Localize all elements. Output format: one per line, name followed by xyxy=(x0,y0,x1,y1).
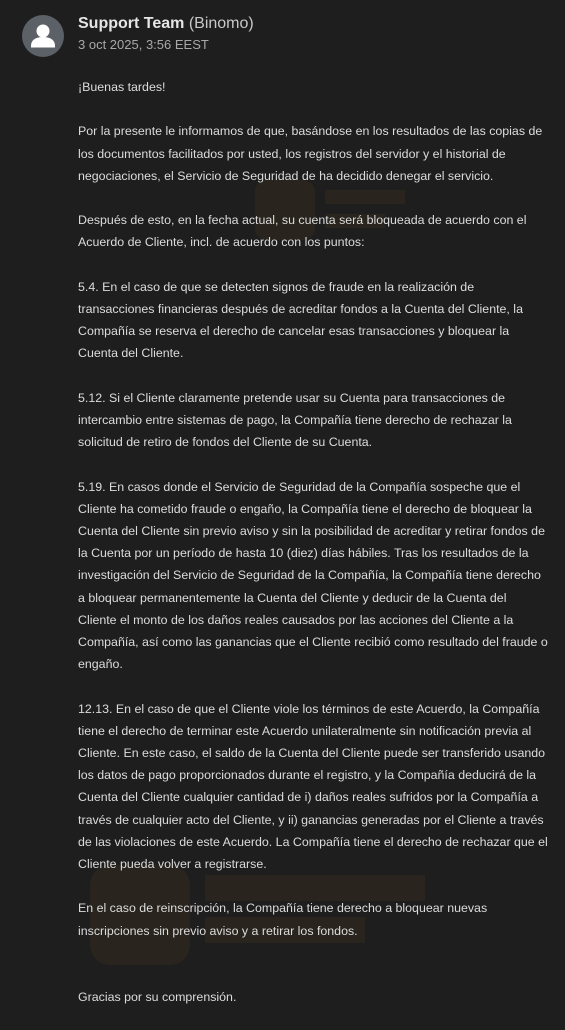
clause-5-19: 5.19. En casos donde el Servicio de Seguridad de la Compañía sospeche que el Cliente ha cometido fraude o engaño, la Compañía tiene el derecho de bloquear la Cuenta del Cliente sin previo aviso y sin la posibilidad de acreditar y retirar fondos de la Cuenta por un período de hasta 10 (diez) días hábiles. Tras los resultados de la investigación del Servicio de Seguridad de la Compañía, la Compañía tiene derecho a bloquear permanentemente la Cuenta del Cliente y deducir de la Cuenta del Cliente el monto de los daños reales causados por las acciones del Cliente a la Compañía, así como las ganancias que el Cliente recibió como resultado del fraude o engaño. xyxy=(78,479,548,672)
paragraph-intro: Por la presente le informamos de que, basándose en los resultados de las copias de los documentos facilitados por usted, los registros del servidor y el historial de negociaciones, el Servicio de Seguridad de ha decidido denegar el servicio. xyxy=(78,124,543,183)
sender-name[interactable]: Support Team xyxy=(78,15,185,32)
clause-5-12: 5.12. Si el Cliente claramente pretende usar su Cuenta para transacciones de intercambio entre sistemas de pago, la Compañía tiene derecho de rechazar la solicitud de retiro de fondos del Cliente de su Cuenta. xyxy=(78,390,512,450)
avatar[interactable] xyxy=(22,15,64,57)
paragraph-account-blocked: Después de esto, en la fecha actual, su cuenta será bloqueada de acuerdo con el Acuerdo de Cliente, incl. de acuerdo con los puntos: xyxy=(78,213,527,250)
clause-5-4: 5.4. En el caso de que se detecten signos de fraude en la realización de transacciones financieras después de acreditar fondos a la Cuenta del Cliente, la Compañía se reserva el derecho de cancelar esas transacciones y bloquear la Cuenta del Cliente. xyxy=(78,279,523,361)
sender-org: (Binomo) xyxy=(188,15,254,32)
message-timestamp: 3 oct 2025, 3:56 EEST xyxy=(78,37,209,52)
sender-line xyxy=(78,14,254,34)
clause-12-13: 12.13. En el caso de que el Cliente viole los términos de este Acuerdo, la Compañía tiene el derecho de terminar este Acuerdo unilateralmente sin notificación previa al Cliente. En este caso, el saldo de la Cuenta del Cliente puede ser transferido usando los datos de pago proporcionados durante el registro, y la Compañía deducirá de la Cuenta del Cliente cualquier cantidad de i) daños reales sufridos por la Compañía a través de cualquier acto del Cliente, y ii) ganancias generadas por el Cliente a través de las violaciones de este Acuerdo. La Compañía tiene el derecho de rechazar que el Cliente pueda volver a registrarse. xyxy=(78,701,548,872)
greeting: ¡Buenas tardes! xyxy=(78,80,166,94)
paragraph-reinscription: En el caso de reinscripción, la Compañía tiene derecho a bloquear nuevas inscripciones sin previo aviso y a retirar los fondos. xyxy=(78,901,488,938)
closing-line: Gracias por su comprensión. xyxy=(78,989,237,1004)
message-body xyxy=(78,76,548,1030)
user-icon xyxy=(22,15,64,57)
